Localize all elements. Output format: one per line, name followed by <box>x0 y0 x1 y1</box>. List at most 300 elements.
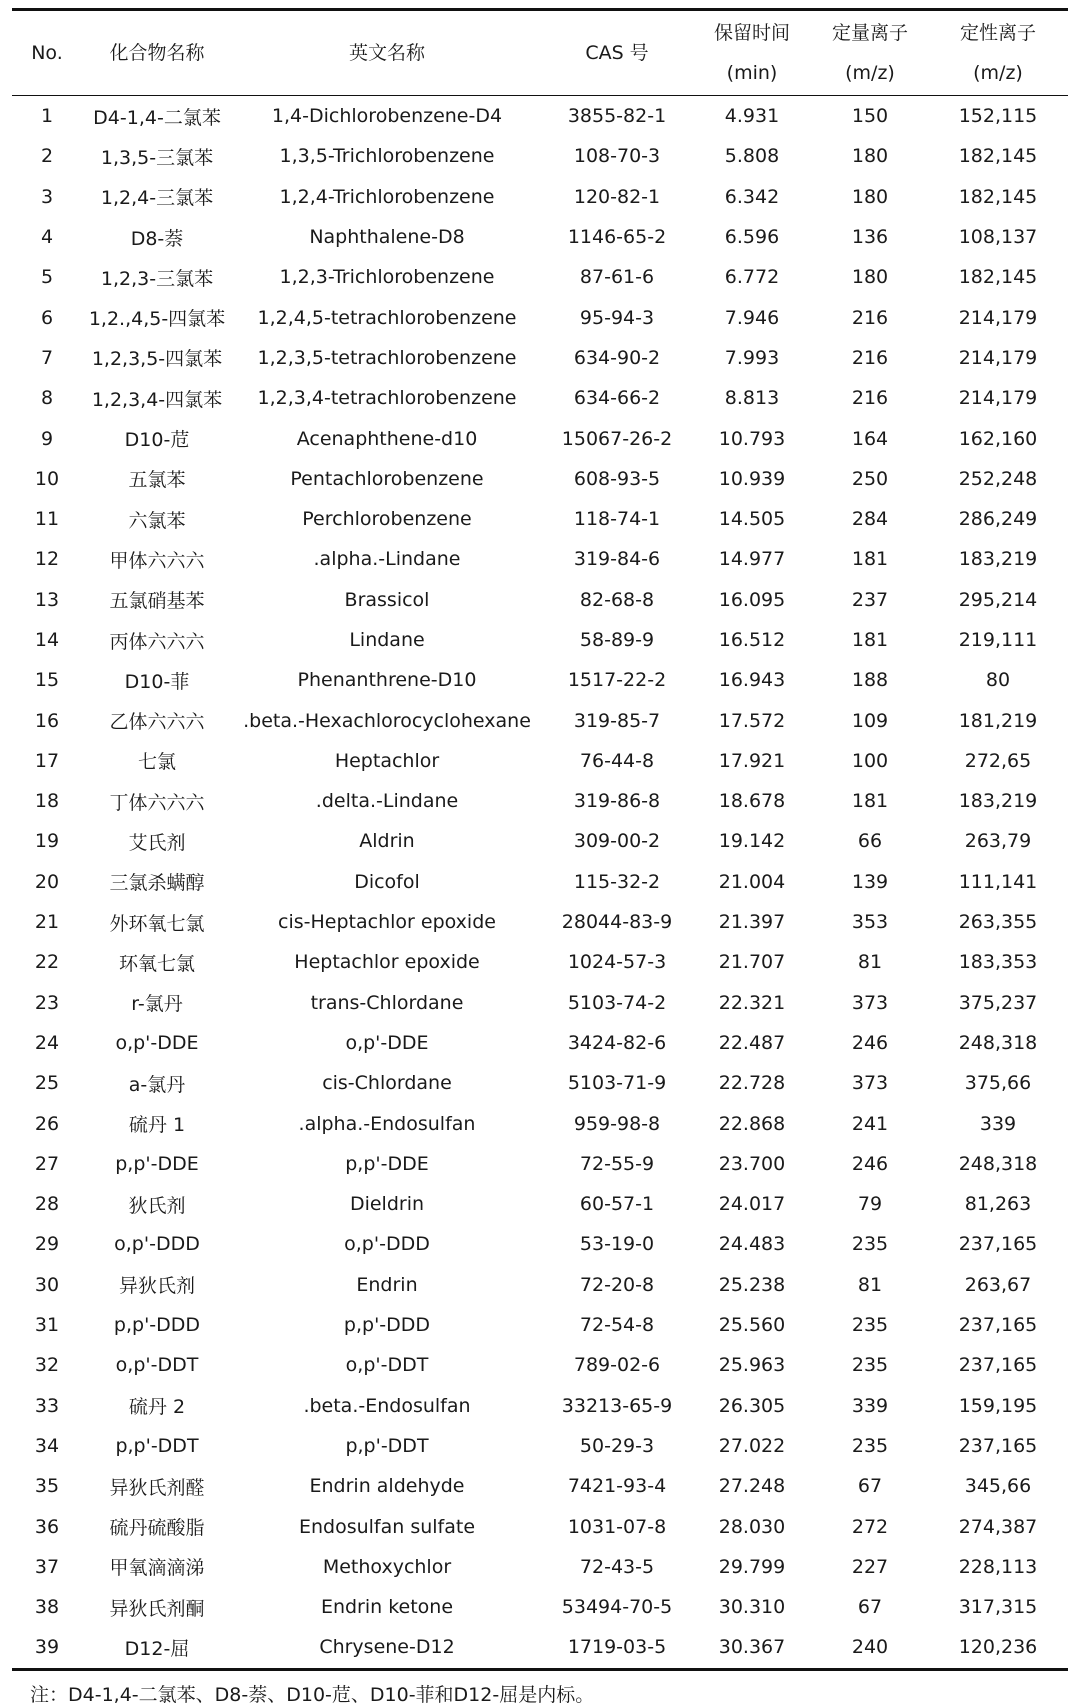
cell-retention-time: 29.799 <box>718 1555 786 1578</box>
cell-no: 8 <box>40 387 54 410</box>
cell-retention-time: 22.728 <box>718 1072 786 1095</box>
cell-retention-time: 24.483 <box>718 1233 786 1256</box>
cell-no: 27 <box>34 1152 60 1175</box>
cell-cas: 76-44-8 <box>579 749 655 772</box>
cell-cn-name: 1,2.,4,5-四氯苯 <box>88 308 226 331</box>
table-row <box>12 136 1068 176</box>
cell-retention-time: 14.505 <box>718 508 786 531</box>
cell-qual-ion: 237,165 <box>958 1233 1038 1256</box>
cell-no: 2 <box>40 145 54 168</box>
table-row <box>12 1023 1068 1063</box>
cell-retention-time: 18.678 <box>718 790 786 813</box>
cell-qual-ion: 339 <box>979 1112 1017 1135</box>
cell-en-name: .alpha.-Lindane <box>313 548 461 571</box>
cell-en-name: .beta.-Hexachlorocyclohexane <box>243 709 531 732</box>
cell-cn-name: D10-菲 <box>124 670 190 693</box>
cell-cn-name: 硫丹 2 <box>128 1396 186 1419</box>
cell-retention-time: 7.946 <box>724 306 780 329</box>
cell-quant-ion: 181 <box>851 629 889 651</box>
cell-cn-name: p,p'-DDE <box>115 1152 199 1175</box>
cell-retention-time: 25.560 <box>718 1314 786 1337</box>
header-quant-ion <box>812 10 928 96</box>
cell-retention-time: 6.772 <box>724 266 780 289</box>
cell-qual-ion: 159,195 <box>958 1394 1038 1417</box>
cell-cn-name: 外环氧七氯 <box>109 912 205 935</box>
cell-cas: 7421-93-4 <box>567 1475 667 1498</box>
cell-retention-time: 10.793 <box>718 427 786 450</box>
cell-en-name: .alpha.-Endosulfan <box>298 1112 476 1135</box>
cell-cas: 959-98-8 <box>573 1112 661 1135</box>
cell-cn-name: 环氧七氯 <box>118 952 195 975</box>
table-row <box>12 1587 1068 1627</box>
cell-qual-ion: 248,318 <box>958 1152 1038 1175</box>
cell-no: 4 <box>40 226 54 249</box>
cell-cas: 5103-71-9 <box>567 1072 667 1095</box>
cell-en-name: 1,4-Dichlorobenzene-D4 <box>271 105 503 128</box>
cell-no: 24 <box>34 1031 60 1054</box>
cell-cas: 72-43-5 <box>579 1555 655 1578</box>
cell-en-name: Dicofol <box>354 870 420 893</box>
header-cn-name: 化合物名称 <box>82 10 232 96</box>
cell-no: 34 <box>34 1434 60 1457</box>
cell-qual-ion: 81,263 <box>964 1193 1032 1216</box>
cell-retention-time: 27.248 <box>718 1475 786 1498</box>
header-quant-ion-label: 定量离子 <box>831 22 908 44</box>
header-qual-ion-label: 定性离子 <box>959 22 1036 44</box>
cell-quant-ion: 235 <box>851 1434 889 1457</box>
cell-cn-name: D10-苊 <box>124 429 190 452</box>
cell-cn-name: 异狄氏剂醛 <box>109 1476 205 1499</box>
compound-table <box>12 8 1068 1671</box>
cell-cas: 1031-07-8 <box>567 1515 667 1538</box>
cell-cn-name: a-氯丹 <box>128 1073 186 1096</box>
cell-quant-ion: 136 <box>851 226 889 249</box>
cell-cas: 72-20-8 <box>579 1273 655 1296</box>
cell-cas: 319-86-8 <box>573 790 661 813</box>
cell-cn-name: 五氯硝基苯 <box>109 590 205 613</box>
cell-no: 1 <box>40 105 54 128</box>
cell-cn-name: p,p'-DDT <box>115 1434 199 1457</box>
cell-retention-time: 27.022 <box>718 1434 786 1457</box>
cell-quant-ion: 353 <box>851 911 889 934</box>
table-row <box>12 821 1068 861</box>
cell-en-name: Chrysene-D12 <box>232 1627 542 1669</box>
header-retention-time <box>692 10 812 96</box>
cell-en-name: Endrin <box>356 1273 418 1296</box>
table-row <box>12 1063 1068 1103</box>
cell-cas: 634-90-2 <box>573 346 661 369</box>
cell-no: 3 <box>40 185 54 208</box>
cell-retention-time: 6.596 <box>724 226 780 249</box>
cell-en-name: p,p'-DDE <box>345 1152 429 1175</box>
cell-qual-ion: 375,66 <box>964 1072 1032 1095</box>
table-row <box>12 1305 1068 1345</box>
cell-no: 26 <box>34 1112 60 1135</box>
cell-cn-name: 乙体六六六 <box>109 711 205 734</box>
cell-cas: 53494-70-5 <box>561 1596 673 1619</box>
cell-quant-ion: 188 <box>851 669 889 692</box>
cell-cn-name: 1,2,3,4-四氯苯 <box>91 388 223 411</box>
cell-quant-ion: 150 <box>851 105 889 128</box>
cell-qual-ion: 272,65 <box>964 749 1032 772</box>
cell-cas: 319-84-6 <box>573 548 661 571</box>
cell-qual-ion: 252,248 <box>958 467 1038 490</box>
cell-en-name: cis-Chlordane <box>322 1072 452 1095</box>
cell-cn-name: 甲体六六六 <box>109 549 205 572</box>
cell-no: 16 <box>34 709 60 732</box>
cell-retention-time: 16.095 <box>718 588 786 611</box>
cell-en-name: Heptachlor <box>334 749 440 772</box>
cell-en-name: Dieldrin <box>349 1193 425 1216</box>
cell-no: 32 <box>34 1354 60 1377</box>
cell-cas: 28044-83-9 <box>561 911 673 934</box>
cell-quant-ion: 79 <box>857 1193 883 1216</box>
table-row <box>12 297 1068 337</box>
cell-retention-time: 8.813 <box>724 387 780 410</box>
cell-qual-ion: 263,67 <box>964 1273 1032 1296</box>
cell-quant-ion: 81 <box>857 1273 883 1296</box>
cell-qual-ion: 295,214 <box>958 588 1038 611</box>
table-body <box>12 96 1068 1670</box>
cell-en-name: Aldrin <box>359 830 415 853</box>
table-row <box>12 177 1068 217</box>
cell-cas: 319-85-7 <box>573 709 661 732</box>
cell-en-name: Endrin ketone <box>320 1596 454 1619</box>
cell-cas: 82-68-8 <box>579 588 655 611</box>
cell-quant-ion: 227 <box>851 1555 889 1578</box>
table-row <box>12 378 1068 418</box>
cell-qual-ion: 263,79 <box>964 830 1032 853</box>
cell-quant-ion: 246 <box>851 1031 889 1054</box>
cell-quant-ion: 241 <box>851 1112 889 1135</box>
cell-en-name: o,p'-DDD <box>344 1233 430 1256</box>
cell-qual-ion: 237,165 <box>958 1314 1038 1337</box>
cell-cas: 608-93-5 <box>573 467 661 490</box>
table-row <box>12 257 1068 297</box>
cell-retention-time: 23.700 <box>718 1152 786 1175</box>
cell-retention-time: 22.868 <box>718 1112 786 1135</box>
cell-qual-ion: 214,179 <box>958 346 1038 369</box>
cell-cn-name: r-氯丹 <box>131 993 183 1016</box>
cell-cn-name: 五氯苯 <box>128 469 186 492</box>
cell-quant-ion: 109 <box>851 709 889 732</box>
table-row <box>12 338 1068 378</box>
cell-cn-name: D4-1,4-二氯苯 <box>93 106 221 129</box>
cell-no: 22 <box>34 951 60 974</box>
cell-retention-time: 4.931 <box>724 105 780 128</box>
cell-retention-time: 7.993 <box>724 346 780 369</box>
cell-qual-ion: 183,219 <box>958 548 1038 571</box>
cell-no: 10 <box>34 467 60 490</box>
cell-en-name: Phenanthrene-D10 <box>297 669 477 692</box>
cell-qual-ion: 183,353 <box>958 951 1038 974</box>
cell-quant-ion: 67 <box>857 1596 883 1619</box>
cell-quant-ion: 373 <box>851 1072 889 1095</box>
cell-en-name: Methoxychlor <box>322 1555 452 1578</box>
cell-cas: 120-82-1 <box>573 185 661 208</box>
cell-qual-ion: 263,355 <box>958 911 1038 934</box>
cell-cn-name: o,p'-DDT <box>115 1354 199 1377</box>
cell-en-name: Heptachlor epoxide <box>294 951 480 974</box>
cell-en-name: .beta.-Endosulfan <box>303 1394 471 1417</box>
cell-cn-name: 异狄氏剂酮 <box>109 1597 205 1620</box>
cell-quant-ion: 235 <box>851 1354 889 1377</box>
header-quant-ion-unit: (m/z) <box>845 62 895 84</box>
cell-cas: 108-70-3 <box>573 145 661 168</box>
cell-qual-ion: 237,165 <box>958 1354 1038 1377</box>
cell-no: 31 <box>34 1314 60 1337</box>
cell-quant-ion: 237 <box>851 588 889 611</box>
table-row <box>12 620 1068 660</box>
cell-quant-ion: 181 <box>851 790 889 813</box>
table-row <box>12 459 1068 499</box>
cell-cn-name: D8-萘 <box>130 227 184 250</box>
cell-qual-ion: 237,165 <box>958 1434 1038 1457</box>
cell-retention-time: 17.572 <box>718 709 786 732</box>
header-no: No. <box>12 10 82 96</box>
table-row <box>12 862 1068 902</box>
table-row <box>12 1466 1068 1506</box>
cell-en-name: 1,2,4,5-tetrachlorobenzene <box>257 306 517 329</box>
cell-cas: 1517-22-2 <box>567 669 667 692</box>
cell-en-name: Endosulfan sulfate <box>298 1515 476 1538</box>
cell-retention-time: 21.397 <box>718 911 786 934</box>
cell-en-name: p,p'-DDD <box>343 1314 431 1337</box>
cell-cas: 15067-26-2 <box>561 427 673 450</box>
cell-cas: 1146-65-2 <box>567 226 667 249</box>
cell-no: 14 <box>34 629 60 651</box>
cell-cas: 118-74-1 <box>573 508 661 531</box>
cell-retention-time: 10.939 <box>718 467 786 490</box>
cell-cas: 33213-65-9 <box>561 1394 673 1417</box>
cell-qual-ion: 182,145 <box>958 185 1038 208</box>
cell-no: 18 <box>34 790 60 813</box>
table-row <box>12 902 1068 942</box>
cell-cas: 87-61-6 <box>579 266 655 289</box>
cell-cas: 1024-57-3 <box>567 951 667 974</box>
cell-cn-name: 硫丹硫酸脂 <box>109 1517 205 1540</box>
cell-qual-ion: 181,219 <box>958 709 1038 732</box>
cell-en-name: 1,2,4-Trichlorobenzene <box>279 185 495 208</box>
cell-quant-ion: 235 <box>851 1233 889 1256</box>
cell-quant-ion: 246 <box>851 1152 889 1175</box>
cell-en-name: 1,2,3-Trichlorobenzene <box>279 266 495 289</box>
cell-en-name: Perchlorobenzene <box>302 508 472 531</box>
cell-quant-ion: 240 <box>812 1627 928 1669</box>
cell-retention-time: 26.305 <box>718 1394 786 1417</box>
table-row <box>12 1627 1068 1669</box>
table-row <box>12 1144 1068 1184</box>
cell-no: 12 <box>34 548 60 571</box>
table-row <box>12 1506 1068 1546</box>
cell-cas: 634-66-2 <box>573 387 661 410</box>
cell-qual-ion: 214,179 <box>958 306 1038 329</box>
cell-quant-ion: 284 <box>851 508 889 531</box>
cell-cn-name: 1,2,3-三氯苯 <box>100 267 214 290</box>
cell-en-name: p,p'-DDT <box>345 1434 429 1457</box>
cell-qual-ion: 152,115 <box>958 105 1038 128</box>
cell-cas: 72-54-8 <box>579 1314 655 1337</box>
cell-qual-ion: 274,387 <box>958 1515 1038 1538</box>
cell-retention-time: 30.367 <box>692 1627 812 1669</box>
cell-en-name: Endrin aldehyde <box>309 1475 465 1498</box>
cell-cn-name: o,p'-DDE <box>115 1031 199 1054</box>
cell-qual-ion: 228,113 <box>958 1555 1038 1578</box>
cell-no: 36 <box>34 1515 60 1538</box>
cell-qual-ion: 120,236 <box>928 1627 1068 1669</box>
cell-no: 19 <box>34 830 60 853</box>
cell-cas: 60-57-1 <box>579 1193 655 1216</box>
cell-quant-ion: 339 <box>851 1394 889 1417</box>
cell-cas: 58-89-9 <box>579 629 655 651</box>
cell-quant-ion: 66 <box>857 830 883 853</box>
table-row <box>12 1426 1068 1466</box>
cell-quant-ion: 235 <box>851 1314 889 1337</box>
cell-retention-time: 25.238 <box>718 1273 786 1296</box>
cell-cas: 309-00-2 <box>573 830 661 853</box>
cell-qual-ion: 108,137 <box>958 226 1038 249</box>
cell-cas: 50-29-3 <box>579 1434 655 1457</box>
cell-retention-time: 30.310 <box>718 1596 786 1619</box>
cell-retention-time: 21.004 <box>718 870 786 893</box>
table-row <box>12 539 1068 579</box>
cell-en-name: Naphthalene-D8 <box>309 226 465 249</box>
table-row <box>12 1265 1068 1305</box>
cell-retention-time: 5.808 <box>724 145 780 168</box>
cell-cn-name: 丁体六六六 <box>109 791 205 814</box>
cell-qual-ion: 345,66 <box>964 1475 1032 1498</box>
cell-en-name: o,p'-DDE <box>345 1031 429 1054</box>
cell-no: 11 <box>34 508 60 531</box>
cell-cas: 3855-82-1 <box>567 105 667 128</box>
cell-no: 21 <box>34 911 60 934</box>
cell-qual-ion: 286,249 <box>958 508 1038 531</box>
cell-cn-name: 1,2,3,5-四氯苯 <box>91 348 223 371</box>
cell-cn-name: 三氯杀螨醇 <box>109 872 205 895</box>
table-row <box>12 580 1068 620</box>
cell-cn-name: 甲氧滴滴涕 <box>109 1557 205 1580</box>
cell-no: 28 <box>34 1193 60 1216</box>
cell-cn-name: 艾氏剂 <box>128 831 186 854</box>
cell-quant-ion: 180 <box>851 145 889 168</box>
header-qual-ion <box>928 10 1068 96</box>
cell-cn-name: 1,2,4-三氯苯 <box>100 187 214 210</box>
cell-qual-ion: 182,145 <box>958 145 1038 168</box>
cell-en-name: trans-Chlordane <box>310 991 464 1014</box>
cell-cn-name: 异狄氏剂 <box>118 1275 195 1298</box>
cell-cas: 1719-03-5 <box>542 1627 692 1669</box>
table-row <box>12 1547 1068 1587</box>
cell-no: 38 <box>34 1596 60 1619</box>
cell-cn-name: p,p'-DDD <box>113 1314 201 1337</box>
cell-no: 35 <box>34 1475 60 1498</box>
cell-no: 15 <box>34 669 60 692</box>
cell-en-name: Pentachlorobenzene <box>290 467 484 490</box>
cell-retention-time: 14.977 <box>718 548 786 571</box>
cell-cas: 115-32-2 <box>573 870 661 893</box>
table-row <box>12 781 1068 821</box>
cell-cn-name: 七氯 <box>137 751 176 774</box>
cell-quant-ion: 216 <box>851 346 889 369</box>
table-row <box>12 1386 1068 1426</box>
cell-cas: 95-94-3 <box>579 306 655 329</box>
cell-no: 39 <box>12 1627 82 1669</box>
cell-no: 37 <box>34 1555 60 1578</box>
cell-cas: 72-55-9 <box>579 1152 655 1175</box>
cell-en-name: .delta.-Lindane <box>315 790 459 813</box>
cell-qual-ion: 183,219 <box>958 790 1038 813</box>
header-en-name: 英文名称 <box>232 10 542 96</box>
cell-retention-time: 16.943 <box>718 669 786 692</box>
cell-quant-ion: 216 <box>851 387 889 410</box>
table-row <box>12 942 1068 982</box>
cell-cn-name: 狄氏剂 <box>128 1194 186 1217</box>
cell-retention-time: 25.963 <box>718 1354 786 1377</box>
cell-qual-ion: 375,237 <box>958 991 1038 1014</box>
table-row <box>12 1184 1068 1224</box>
cell-cn-name: o,p'-DDD <box>114 1233 200 1256</box>
cell-retention-time: 28.030 <box>718 1515 786 1538</box>
cell-no: 23 <box>34 991 60 1014</box>
table-row <box>12 700 1068 740</box>
table-row <box>12 1345 1068 1385</box>
table-header <box>12 10 1068 96</box>
cell-en-name: Brassicol <box>344 588 430 611</box>
cell-qual-ion: 80 <box>985 669 1011 692</box>
cell-cn-name: 1,3,5-三氯苯 <box>100 146 214 169</box>
cell-retention-time: 16.512 <box>718 629 786 651</box>
table-row <box>12 217 1068 257</box>
cell-cn-name: 六氯苯 <box>128 509 186 532</box>
cell-quant-ion: 100 <box>851 749 889 772</box>
cell-no: 17 <box>34 749 60 772</box>
cell-retention-time: 22.487 <box>718 1031 786 1054</box>
cell-en-name: 1,2,3,5-tetrachlorobenzene <box>257 346 517 369</box>
table-row <box>12 741 1068 781</box>
cell-qual-ion: 248,318 <box>958 1031 1038 1054</box>
cell-quant-ion: 180 <box>851 185 889 208</box>
cell-cas: 53-19-0 <box>579 1233 655 1256</box>
cell-qual-ion: 219,111 <box>958 629 1038 651</box>
header-retention-time-label: 保留时间 <box>713 22 790 44</box>
table-row <box>12 1103 1068 1143</box>
header-qual-ion-unit: (m/z) <box>973 62 1023 84</box>
cell-cn-name: D12-屈 <box>82 1627 232 1669</box>
cell-quant-ion: 216 <box>851 306 889 329</box>
cell-retention-time: 17.921 <box>718 749 786 772</box>
cell-cas: 789-02-6 <box>573 1354 661 1377</box>
cell-no: 20 <box>34 870 60 893</box>
cell-quant-ion: 81 <box>857 951 883 974</box>
cell-no: 25 <box>34 1072 60 1095</box>
table-footnote: 注：D4-1,4-二氯苯、D8-萘、D10-苊、D10-菲和D12-屈是内标。 <box>30 1684 595 1706</box>
cell-no: 6 <box>40 306 54 329</box>
cell-quant-ion: 181 <box>851 548 889 571</box>
cell-qual-ion: 317,315 <box>958 1596 1038 1619</box>
cell-en-name: Lindane <box>349 629 425 651</box>
cell-no: 5 <box>40 266 54 289</box>
cell-quant-ion: 139 <box>851 870 889 893</box>
cell-cn-name: 硫丹 1 <box>128 1114 186 1137</box>
cell-en-name: Acenaphthene-d10 <box>296 427 478 450</box>
cell-en-name: o,p'-DDT <box>345 1354 429 1377</box>
cell-quant-ion: 180 <box>851 266 889 289</box>
cell-en-name: 1,2,3,4-tetrachlorobenzene <box>257 387 517 410</box>
cell-retention-time: 24.017 <box>718 1193 786 1216</box>
cell-retention-time: 22.321 <box>718 991 786 1014</box>
cell-no: 7 <box>40 346 54 369</box>
header-retention-time-unit: (min) <box>726 62 778 84</box>
